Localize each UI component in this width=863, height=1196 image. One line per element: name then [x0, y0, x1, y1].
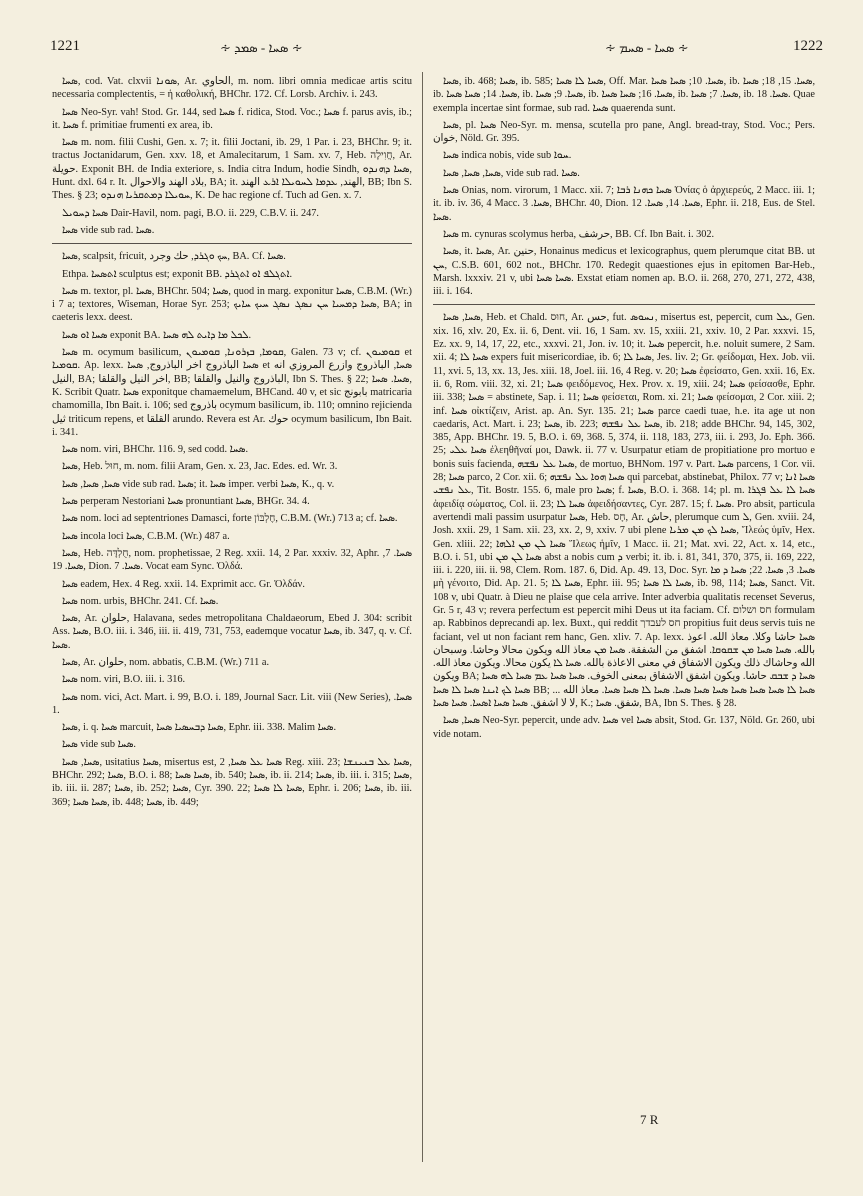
entry: ܣܚܐ perperam Nestoriani ܣܚܐ pronuntiant ܣܚܐ, BHGr. 34. 4.: [62, 496, 310, 508]
entry: ܣܚܐ ܐܘ ܣܚܐ exponit BA. ܠܟܠ ܡܐ ܕܐܝܬ ܠܗ ܣܚܐ.: [62, 329, 252, 341]
entry: ܣܚܐ, ܣܚܐ, ܣܚܐ vide sub rad. ܣܚܐ; it. ܣܚܐ imper. verbi ܣܚܐ, K., q. v.: [62, 478, 335, 490]
entry: ܣܚܐ Onias, nom. virorum, 1 Macc. xii. 7; ܣܚܐ ܟܗܢܐ ܪܒܐ Ὀνίας ὁ ἀρχιερεύς, 2 Macc. iii. 1; it. ib. iv. 36, 4 Macc. ܣܚܐ. 3, BHChr. 40, Dion. ܣܚܐ. 14, ܣܚܐ. 12, Ephr. ii. 218, Eus. de Stel. ܣܚܐ.: [433, 185, 815, 223]
entry: ܣܚܐ, Heb. חֻלְדָּה, nom. prophetissae, 2 Reg. xxii. 14, 2 Par. xxxiv. 32, Aphr. ܣܚܐ. 7, ܣܚܐ. 19, Dion. ܣܚܐ. 7. Vocat eam Sync. Ὀλδά.: [52, 547, 412, 573]
entry: ܣܚܐ nom. urbis, BHChr. 241. Cf. ܣܚܐ.: [62, 595, 219, 607]
entry: ܣܚܐ, pl. ܣܚܐ Neo-Syr. m. mensa, scutella pro pane, Angl. bread-tray, Stod. Voc.; Pers. خوان, Nöld. Gr. 395.: [433, 119, 815, 145]
entry: ܣܚܐ, Ar. حلوان, Halavana, sedes metropolitana Chaldaeorum, Ebed J. 304: scribit Ass. ܣܚܐ, B.O. iii. i. 346, iii. ii. 419, 731, 753, eademque vocatur ܣܚܐ, ib. 347, q. v. Cf. ܣܚܐ.: [52, 613, 412, 651]
entry: ܣܚܐ vide sub ܣܚܐ.: [62, 739, 136, 751]
entry: ܣܚܐ ܕܚܘܝܠ Dair-Havil, nom. pagi, B.O. ii. 229, C.B.V. ii. 247.: [62, 207, 319, 219]
running-head-left: ∻ ܣܚܐ - ܣܡܕ ∻: [220, 40, 303, 55]
right-column: [433, 75, 815, 1155]
left-column: [52, 75, 412, 1155]
entry: ܣܚܐ nom. vici, Act. Mart. i. 99, B.O. i. 189, Journal Sacr. Lit. viii (New Series), ܣܚܐ. 1.: [52, 691, 412, 716]
entry: ܣܚܐ, it. ܣܚܐ, Ar. حنين, Honainus medicus et lexicographus, quem plerumque citat BB. ut ܚܢ, C.S.B. 601, 602 not., BHChr. 170. Redegit quaestiones ejus in epitomen Bar-Heb., Marsh. lxxxiv. 21 v, ubi ܣܚܐ ܣܚܐ. Exstat etiam nomen ap. B.O. ii. 268, 270, 271, 272, 438, iii. i. 164.: [433, 246, 815, 298]
entry: ܣܚܐ, ܣܚܐ, ܣܚܐ, vide sub rad. ܣܚܐ.: [443, 167, 580, 179]
column-divider: [422, 72, 423, 1162]
entry: ܣܚܐ, Ar. حلوان, nom. abbatis, C.B.M. (Wr.) 711 a.: [62, 656, 270, 668]
entry: ܣܚܐ, cod. Vat. clxvii ܣܘܢܐ, Ar. الحاوي, m. nom. libri omnia medicae artis scitu necessaria complectentis, = ἡ καθολική, BHChr. 172. Cf. Lorsb. Archiv. i. 243.: [52, 76, 412, 101]
entry: ܣܚܐ nom. loci ad septentriones Damasci, forte חֶלְבּוֹן, C.B.M. (Wr.) 713 a; cf. ܣܚܐ.: [62, 513, 398, 525]
entry: ܣܚܐ m. ocymum basilicum, ܩܘܡܐ, ܒܙܪܘܢܐ, ܩܘܡܝܘܢ, Galen. 73 v; cf. ܩܘܡܝܘܢ et ܩܘܡܝܐ. Ap. lexx. ܣܚܐ الباذروج اخر الباذروج, ܣܚܐ et ܣܚܐ, الباذروج وازرع المروزي انه النيل, BA; اخر النيل والقلقا, BB; الباذروج والنيل والقلقا, Ibn S. Thes. § 22; ܣܚܐ. ܣܚܐ, K. Scribit Quatr. ܣܚܐ exponitque chamaemelum, BHCand. 40 v, et sic بابونج matricaria chamomilla, Ibn Bait. i. 106; sed باذروج ocymum basilicum, ib. 110; omnino rejicienda ثيل triticum repens, et القلقا arundo. Revera est Ar. حوك ocymum basilicum, Ibn Bait. i. 341.: [52, 347, 412, 438]
entry: ܣܚܐ nom. viri, BHChr. 116. 9, sed codd. ܣܚܐ.: [62, 444, 249, 456]
entry: ܣܚܐ, Heb. חוּל, m. nom. filii Aram, Gen. x. 23, Jac. Edes. ed. Wr. 3.: [62, 461, 338, 473]
entry: ܣܚܐ, ib. 468; ܣܚܐ, ib. 585; ܣܚܐ ܠܐ ܣܚܐ, Off. Mar. ܣܚܐ. 10; ܣܚܐ ܣܚܐ, ib. ܣܚܐ. 15, 18; ܣܚܐ, ib. ܣܚܐ. 14; ܣܚܐ ܣܚܐ, ib. ܣܚܐ. 9; ܣܚܐ, ib. ܣܚܐ. 16; ܣܚܐ ܣܚܐ, ib. ܣܚܐ. 7; ܣܚܐ, ib. ܣܚܐ. 18. Quae exempla incertae sint formae, sub rad. ܣܚܐ quaerenda sunt.: [433, 76, 815, 114]
entry: ܣܚܐ eadem, Hex. 4 Reg. xxii. 14. Exprimit acc. Gr. Ὀλδάν.: [62, 578, 305, 590]
entry: ܣܚܐ Neo-Syr. vah! Stod. Gr. 144, sed ܣܚܐ f. ridica, Stod. Voc.; ܣܚܐ f. parus avis, ib.; it. ܣܚܐ f. primitiae frumenti ex area, ib.: [52, 106, 412, 131]
entry: ܣܚܐ m. cynuras scolymus herba, حرشف, BB. Cf. Ibn Bait. i. 302.: [443, 228, 715, 240]
page-number-right: 1222: [793, 38, 823, 54]
entry: ܣܚܐ, scalpsit, fricuit, ܚܟ ܘܓܪܕ, حك وجرد, BA. Cf. ܣܚܐ.: [62, 251, 286, 263]
entry: ܣܚܐ m. nom. filii Cushi, Gen. x. 7; it. filii Joctani, ib. 29, 1 Par. i. 23, BHChr. 9; it. tractus Joctanidarum, Gen. xxv. 18, et Amalecitarum, 1 Sam. xv. 7, Heb. חֲוִילָה, Ar. حويلة. Exponit BH. de India exteriore, s. India citra Indum, hodie Sindh, ܣܚܐ ܕܗܢܕܘ, Hunt. dxl. 64 r. It. بلاد الهند والاحوال, BA; it. الهند, ܥܕܡܐ ܠܚܘܝܠܐ ܐܪܥ الهند, BB; Ibn S. Thes. § 23; ܚܘܝܠܐ ܕܡܬܩܪܝܐ ܗܢܕܘ, K. De hac regione cf. Tuch ad Gen. x. 7.: [52, 137, 412, 202]
entry: ܣܚܐ, ܣܚܐ, usitatius ܣܚܐ, misertus est, ܣܚܐ ܥܠ ܣܚܐ, 2 Reg. xiii. 23; ܣܚܐ ܥܠ ܒܢܝܢܫܐ, BHChr. 292; ܣܚܐ, B.O. i. 88; ܣܚܐ ܣܚܐ, ib. 540; ܣܚܐ, ib. ii. 214; ܣܚܐ, ib. iii. i. 315; ܣܚܐ, ib. iii. ii. 287; ܣܚܐ, ib. 252; ܣܚܐ, Cyr. 390. 22; ܣܚܐ ܠܐ ܣܚܐ, Ephr. i. 206; ܣܚܐ, ib. iii. 369; ܣܚܐ ܣܚܐ, ib. 448; ܣܚܐ, ib. 449;: [52, 756, 412, 808]
page-header: [50, 38, 823, 58]
entry: ܣܚܐ nom. viri, B.O. iii. i. 316.: [62, 674, 186, 686]
entry: ܣܚܐ, ܣܚܐ Neo-Syr. pepercit, unde adv. ܣܚܐ vel ܣܚܐ absit, Stod. Gr. 137, Nöld. Gr. 260, ubi vide notam.: [433, 715, 815, 740]
running-head-right: ∻ ܣܚܐ - ܣܚܡ ∻: [605, 40, 689, 55]
entry: ܣܚܐ indica nobis, vide sub ܚܘܐ.: [443, 150, 572, 162]
entry: Ethpa. ܐܬܣܚܐ sculptus est; exponit BB. ܐܬܓܠܦ ܐܘ ܐܬܓܪܕ.: [62, 268, 293, 280]
page-number-left: 1221: [50, 38, 80, 54]
entry: ܣܚܐ vide sub rad. ܣܚܐ.: [62, 224, 155, 236]
section-rule: [433, 304, 815, 305]
entry: ܣܚܐ, ܣܚܐ, Heb. et Chald. חוּס, Ar. حس, fut. ܢܚܘܣ, misertus est, pepercit, cum ܥܠ, Gen. xix. 16, xlv. 20, Ex. ii. 6, Dent. vii. 16, 1 Sam. xv. 15, xxiii. 21, xxiv. 10, 2 Par. xxxvi. 15, Ez. xx. 9, 14, 17, 22, etc., xxxvi. 21, Jon. iv. 10; it. ܣܚܐ pepercit, h.e. noluit sumere, 2 Sam. xii. 4; ܣܚܐ ܠܐ expers fuit misericordiae, ib. 6; ܣܚܐ ܠܐ, Jes. liv. 2; Gr. φείδομαι, Hex. Job. vii. 11, xvi. 5, 13, xx. 13, Jes. xiii. 18, Joel. iii. 16, 4 Reg. v. 20; ܣܚܐ ἐφείσατο, Gen. xxii. 16, Ex. ii. 6, Rom. viii. 32, xi. 21; ܣܚܐ φειδόμενος, Hex. Prov. x. 19, xiii. 24; ܣܚܐ φείσασθε, Ephr. iii. 338; ܣܚܐ = abstinete, Sap. i. 11; ܣܚܐ φείσεται, Rom. xi. 21; ܣܚܐ φείσομαι, 2 Cor. xiii. 2; inf. ܣܚܐ οἰκτίζειν, Arist. ap. An. Syr. 135. 21; ܣܚܐ parce caedi tuae, h.e. ita age ut non caedaris, Act. Mart. i. 23; ܣܚܐ, ib. 223; ܣܚܐ ܥܠ ܢܦܫܗ, ib. 218; adde BHChr. 94, 145, 302, 385, App. BHChr. 19. 5, B.O. i. 69, 368. 5, 374, ii. 118, 183, 273, iii. i. 293, Jo. Eph. 366. 25; ܣܚܐ ܥܠܝ ἐλεηθῆναί μοι, Dawk. ii. 77 v. Usurpatur etiam de propitiatione pro mortuo e bonis suis facienda, ܣܚܐ ܥܠ ܢܦܫܗ, de mortuo, BHNom. 197 v. Part. ܣܚܐ parcens, 1 Cor. vii. 28; ܣܚܐ parco, 2 Cor. xii. 6; ܣܚܐ ܗܘܐ ܥܠ ܢܦܫܗ qui parcebat, abstinebat, Philox. 77 v; ܣܚܐ ܐܢܐ ܥܠ ܢܦܫܝ, Tit. Bostr. 155. 6, male pro ܣܚܐ; f. ܣܚܐ, B.O. i. 368. 14; pl. m. ܣܚܐ ܠܐ ܥܠ ܦܓܪܐ ἀφειδίᾳ σώματος, Col. ii. 23; ܣܚܐ ܠܐ ἀφειδήσαντες, Cyr. 287. 15; f. ܣܚܐ. Pro absit, particula avertendi mali passim usurpatur ܣܚܐ, Heb. חָס, Ar. حاش, plerumque cum ܠ, Gen. xviii. 24, Josh. xxii. 29, 1 Sam. xii. 23, xx. 2, 9, xxiv. 7 ubi plene ܣܚܐ ܠܟ ܡܢ ܡܪܝܐ, Ἵλεώς ὑμῖν, Hex. Gen. xliii. 22; ܣܚܐ ܠܢ ܡܢ ܐܠܗܐ Ἵλεως ἡμῖν, 1 Macc. ii. 21; Mat. xvi. 22, Act. x. 14, etc., B.O. i. 51, ubi ܣܚܐ ܠܢ ܡܢ abst a nobis cum ܕ verbi; it. ib. i. 81, 341, 370, 375, ii. 169, 222, iii. i. 220, iii. ii. 98, Clem. Rom. 187. 6, Did. Ap. 49. 13, Doc. Syr. ܣܚܐ. 3, ܣܚܐ. 22; ܣܚܐ ܕ ܡܐ μὴ γένοιτο, Did. Ap. 21. 5; ܣܚܐ ܠܐ, Ephr. iii. 95; ܣܚܐ ܠܐ ܣܚܐ, ib. 98, 114; ܣܚܐ, Sanct. Vit. 108 v, ubi Quatr. à Dieu ne plaise que cela arrive. Inter adverbia qualitatis recenset Severus, Gr. 5 r, 43 v; revera perfectum est pepercit mihi Deus ut ita faciam. Cf. חס ושלום formulam ap. Rabbinos deprecandi ap. lex. Buxt., qui reddit חס לעבדך propitius fuit deus servis tuis ne faciant, vel ut non faciant rem hanc, Gen. xliv. 7. Ap. lexx. ܣܚܐ حاشا وكلا. معاذ الله. اعوذ بالله. ܣܚܐ ܣܚܐ ܡܢ ܫܩܘܩܐ. اشفق من الشفقة. ܣܚܐ ܡܢ معاذ الله ويكون محالا وحاشا. وسبحان الله وحاشاك ذلك ويكون الاشفاق في معنى الاعاذة بالله. ܣܚܐ ܠܐ يكون محالا. ويكون معاذ الله. ويكون BA; ܣܚܐ ܕ ܫܒܩ حاشا. ويكون اشفق الاشفاق بمعنى الخوف. ܣܚܐ ܣܚܐ ܥܡ ܣܚܐ ܠܗ ܣܚܐ ܣܚܐ ܠܟ ܐܝܢܐ ܣܚܐ ܠܐ ܣܚܐ BB; ܣܚܐ ܠܐ ܣܚܐ ܣܚܐ ܣܚܐ ܣܚܐ ܣܚܐ ܣܚܐ. ܣܚܐ ܠܐ ܣܚܐ ܣܚܐ. معاذ الله ... لا لا اشفق. ܣܚܐ ܣܚܐ ܐܣܚܐ. ܣܚܐ ܣܚܐ, K.; شفق. ܣܚܐ, BA, Ibn S. Thes. § 28.: [433, 312, 815, 710]
signature-mark: 7 R: [640, 1112, 659, 1127]
entry: ܣܚܐ m. textor, pl. ܣܚܐ, BHChr. 504; ܣܚܐ, quod in marg. exponitur ܣܚܐ, C.B.M. (Wr.) i 7 a; textores, Wiseman, Horae Syr. 253; ܣܚܐ ܕܡܚܝܐ ܚܢ ܢܣܓ ܢܣܓ ܚܝܟ ܚܐܝܟ, BA; in caeteris lexx. deest.: [52, 285, 412, 324]
entry: ܣܚܐ incola loci ܣܚܐ, C.B.M. (Wr.) 487 a.: [62, 530, 230, 542]
section-rule: [52, 243, 412, 244]
entry: ܣܚܐ, i. q. ܣܚܐ marcuit, ܣܚܐ ܕܒܚܣܝܐ ܣܚܐ, Ephr. iii. 338. Malim ܣܚܐ.: [62, 722, 337, 734]
